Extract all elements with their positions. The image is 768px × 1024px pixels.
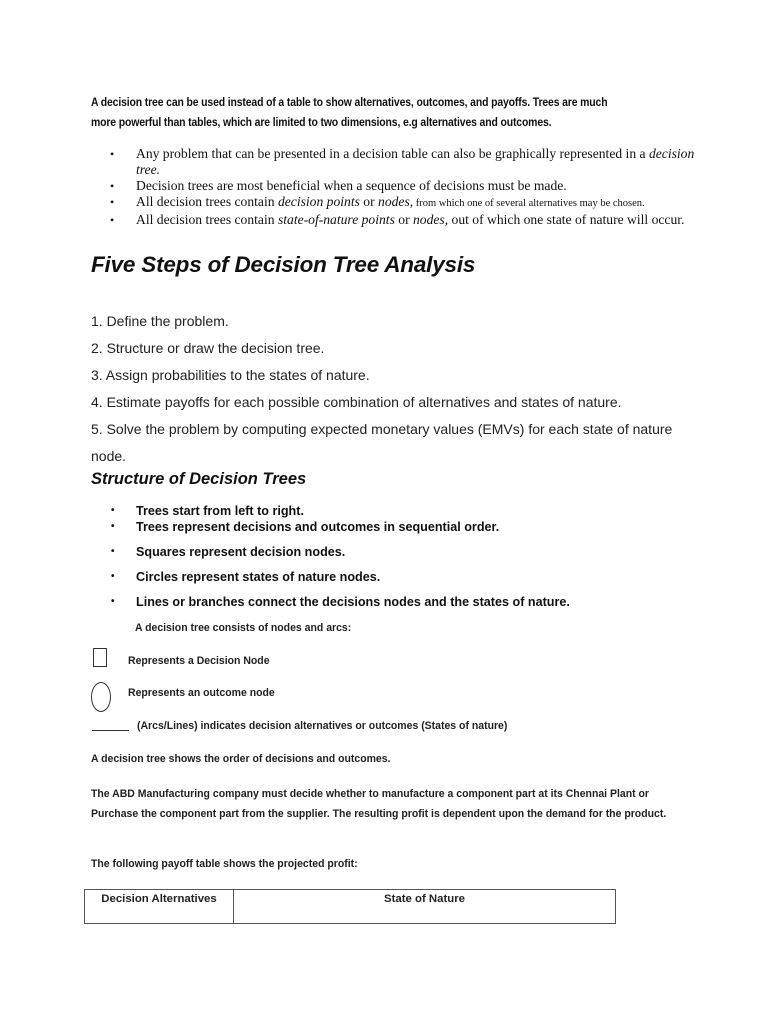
outcome-node-circle-icon: [91, 682, 111, 712]
steps-list: [91, 308, 711, 470]
step-item: 5. Solve the problem by computing expected monetary values (EMVs) for each state of nature node.: [91, 421, 673, 464]
payoff-table: [84, 889, 616, 924]
step-item: 3. Assign probabilities to the states of nature.: [91, 367, 370, 383]
outcome-node-legend: Represents an outcome node: [128, 687, 275, 699]
structure-item: • Trees start from left to right.: [106, 503, 706, 519]
structure-heading: Structure of Decision Trees: [91, 470, 307, 488]
bullet-item: • Any problem that can be presented in a decision table can also be graphically represented in a decision tree.: [106, 146, 696, 178]
col-header-decision-alternatives: Decision Alternatives: [85, 890, 234, 924]
structure-item: • Lines or branches connect the decisions nodes and the states of nature.: [106, 594, 706, 610]
arcs-legend: (Arcs/Lines) indicates decision alternatives or outcomes (States of nature): [137, 720, 508, 732]
decision-tree-bullets: [106, 146, 696, 228]
step-item: 4. Estimate payoffs for each possible combination of alternatives and states of nature.: [91, 394, 622, 410]
five-steps-heading: Five Steps of Decision Tree Analysis: [91, 252, 476, 277]
consists-text: A decision tree consists of nodes and arcs:: [135, 622, 352, 634]
arc-line-icon: [92, 730, 129, 731]
decision-node-square-icon: [93, 648, 107, 667]
table-header-row: [85, 890, 616, 924]
col-header-state-of-nature: State of Nature: [234, 890, 616, 924]
decision-node-legend: Represents a Decision Node: [128, 655, 270, 667]
structure-item: • Squares represent decision nodes.: [106, 544, 706, 560]
structure-item: • Circles represent states of nature nodes.: [106, 569, 706, 585]
structure-list: [106, 503, 706, 610]
structure-item: • Trees represent decisions and outcomes in sequential order.: [106, 519, 706, 535]
step-item: 1. Define the problem.: [91, 313, 229, 329]
step-item: 2. Structure or draw the decision tree.: [91, 340, 325, 356]
payoff-intro: The following payoff table shows the projected profit:: [91, 858, 358, 870]
abd-paragraph: The ABD Manufacturing company must decide whether to manufacture a component part at its Chennai Plant or Purchase the component part from the supplier. The resulting profit is dependent upon the demand for the product.: [91, 788, 667, 820]
bullet-item: • Decision trees are most beneficial when a sequence of decisions must be made.: [106, 178, 696, 194]
bullet-item: • All decision trees contain decision points or nodes, from which one of several alternatives may be chosen.: [106, 194, 696, 212]
intro-paragraph: A decision tree can be used instead of a table to show alternatives, outcomes, and payoffs. Trees are much more powerful than tables, which are limited to two dimensions, e.g alternatives and outcomes.: [91, 96, 608, 129]
bullet-item: • All decision trees contain state-of-nature points or nodes, out of which one state of nature will occur.: [106, 212, 696, 228]
order-text: A decision tree shows the order of decisions and outcomes.: [91, 753, 391, 765]
